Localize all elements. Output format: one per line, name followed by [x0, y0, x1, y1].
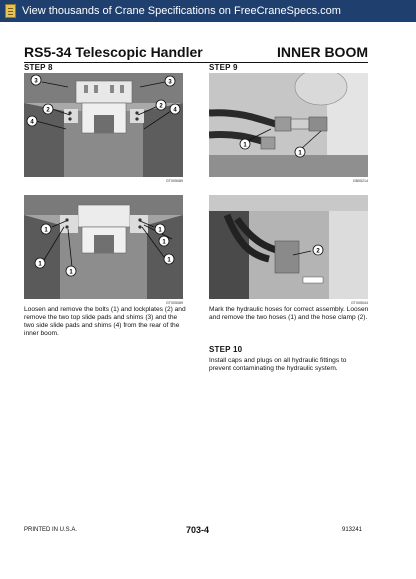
section-title: INNER BOOM	[277, 44, 368, 60]
figure-id: GT005089	[166, 301, 183, 305]
figure-step8-bottom	[24, 195, 183, 299]
step-8-instructions: Loosen and remove the bolts (1) and lockplates (2) and remove the two top slide pads and shims (3) and the two side slide pads and shims (4) from the rear of the inner boom.	[24, 306, 186, 337]
callout-label: 3	[168, 79, 172, 86]
step-10-instructions: Install caps and plugs on all hydraulic fittings to prevent contaminating the hydraulic system.	[209, 357, 347, 372]
callout-4-right	[170, 104, 180, 114]
figure-id: GT005044	[351, 301, 368, 305]
callout-label: 2	[46, 107, 50, 114]
callout-3-right	[165, 76, 175, 86]
figure-id: GB05214	[352, 179, 368, 183]
hose-clamp-photo	[209, 195, 368, 299]
document-number: 913241	[342, 527, 363, 533]
callout-label: 1	[298, 150, 302, 157]
banner-link[interactable]: View thousands of Crane Specifications on FreeCraneSpecs.com	[22, 5, 341, 17]
figure-step9-clamp	[209, 195, 368, 299]
callout-1	[155, 224, 165, 234]
callout-label: 1	[167, 257, 171, 264]
callout-label: 1	[69, 269, 73, 276]
page-number: 703-4	[186, 525, 210, 535]
hydraulic-hoses-photo	[209, 73, 368, 177]
callout-1	[164, 254, 174, 264]
step-9-label: STEP 9	[209, 63, 238, 72]
callout-1	[41, 224, 51, 234]
callout-label: 1	[243, 142, 247, 149]
callout-1	[159, 236, 169, 246]
callout-1-right	[295, 147, 305, 157]
footer-printed: PRINTED IN U.S.A.	[24, 527, 78, 533]
callout-label: 1	[38, 261, 42, 268]
step-8-label: STEP 8	[24, 63, 53, 72]
callout-label: 1	[162, 239, 166, 246]
figure-id: GT005089	[166, 179, 183, 183]
callout-label: 4	[30, 119, 34, 126]
page-header	[24, 40, 368, 63]
boom-end-photo-2	[24, 195, 183, 299]
callout-2-right	[156, 100, 166, 110]
callout-label: 1	[44, 227, 48, 234]
document-icon	[5, 4, 16, 18]
callout-2	[313, 245, 323, 255]
step-10-label: STEP 10	[209, 345, 243, 354]
callout-label: 2	[316, 248, 320, 255]
callout-label: 2	[159, 103, 163, 110]
callout-1-left	[240, 139, 250, 149]
callout-label: 1	[158, 227, 162, 234]
figure-step9	[209, 73, 368, 177]
page-title: RS5-34 Telescopic Handler	[24, 44, 203, 60]
callout-4-left	[27, 116, 37, 126]
callout-1	[66, 266, 76, 276]
callout-1	[35, 258, 45, 268]
callout-2-left	[43, 104, 53, 114]
step-9-instructions: Mark the hydraulic hoses for correct assembly. Loosen and remove the two hoses (1) and the hose clamp (2).	[209, 306, 369, 321]
top-banner	[0, 0, 416, 22]
callout-3-left	[31, 75, 41, 85]
boom-end-photo-1	[24, 73, 183, 177]
callout-label: 3	[34, 78, 38, 85]
figure-step8-top	[24, 73, 183, 177]
callout-label: 4	[173, 107, 177, 114]
